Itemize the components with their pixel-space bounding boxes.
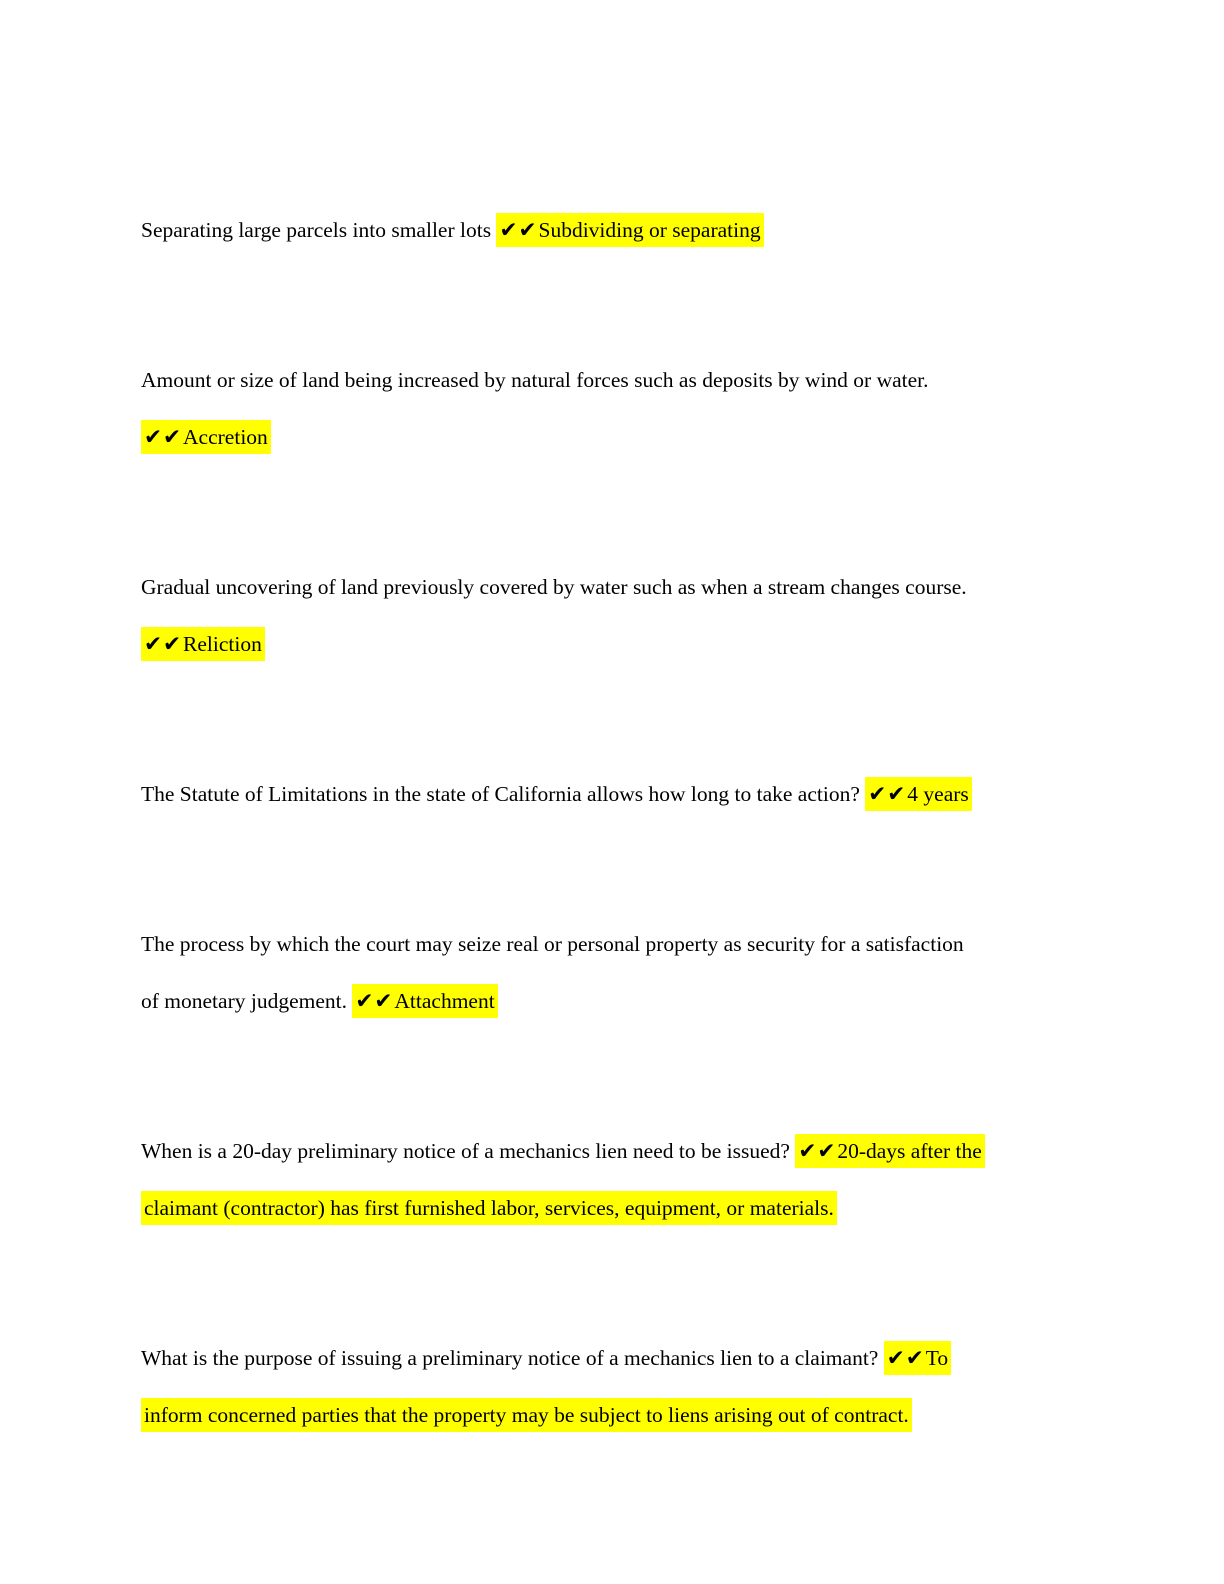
- answer-highlight: [496, 213, 763, 247]
- answer-text: inform concerned parties that the property may be subject to liens arising out of contract.: [144, 1403, 909, 1427]
- text-line: [141, 409, 1091, 466]
- answer-text: Accretion: [183, 425, 268, 449]
- question-text: [141, 1346, 884, 1370]
- qa-block: [141, 1123, 1091, 1237]
- answer-text: claimant (contractor) has first furnished labor, services, equipment, or materials.: [144, 1196, 834, 1220]
- text-line: [141, 1123, 1091, 1180]
- qa-block: [141, 1330, 1091, 1444]
- double-checkmark-icon: ✔✔: [499, 218, 538, 243]
- question-text: [141, 1139, 795, 1163]
- question-text: [141, 368, 929, 392]
- question-text-content: Amount or size of land being increased by natural forces such as deposits by wind or water.: [141, 368, 929, 392]
- qa-block: [141, 916, 1091, 1030]
- text-line: [141, 973, 1091, 1030]
- question-text-content: The Statute of Limitations in the state of California allows how long to take action?: [141, 782, 866, 806]
- question-text-content: Separating large parcels into smaller lots: [141, 218, 497, 242]
- question-text: [141, 989, 352, 1013]
- text-line: [141, 1387, 1091, 1444]
- answer-text: Subdividing or separating: [538, 218, 761, 242]
- document-body: [141, 202, 1091, 1537]
- question-text: [141, 782, 865, 806]
- text-line: [141, 1330, 1091, 1387]
- qa-block: [141, 352, 1091, 466]
- answer-highlight: [884, 1341, 951, 1375]
- question-text: [141, 575, 967, 599]
- answer-highlight: [141, 627, 265, 661]
- text-line: [141, 202, 1091, 259]
- answer-highlight: [141, 1191, 837, 1225]
- text-line: [141, 916, 1091, 973]
- question-text-content: What is the purpose of issuing a preliminary notice of a mechanics lien to a claimant?: [141, 1346, 884, 1370]
- double-checkmark-icon: ✔✔: [144, 425, 183, 450]
- answer-highlight: [352, 984, 497, 1018]
- double-checkmark-icon: ✔✔: [798, 1139, 837, 1164]
- question-text: [141, 932, 964, 956]
- double-checkmark-icon: ✔✔: [886, 1346, 925, 1371]
- answer-text: Attachment: [394, 989, 495, 1013]
- answer-highlight: [141, 420, 271, 454]
- answer-highlight: [795, 1134, 985, 1168]
- answer-highlight: [141, 1398, 912, 1432]
- answer-highlight: [865, 777, 972, 811]
- qa-block: [141, 559, 1091, 673]
- text-line: [141, 766, 1091, 823]
- qa-block: [141, 202, 1091, 259]
- qa-block: [141, 766, 1091, 823]
- answer-text: To: [925, 1346, 949, 1370]
- double-checkmark-icon: ✔✔: [355, 989, 394, 1014]
- text-line: [141, 616, 1091, 673]
- question-text-content: When is a 20-day preliminary notice of a mechanics lien need to be issued?: [141, 1139, 796, 1163]
- question-text-content: The process by which the court may seize real or personal property as security for a satisfaction: [141, 932, 964, 956]
- answer-text: 4 years: [907, 782, 969, 806]
- double-checkmark-icon: ✔✔: [868, 782, 907, 807]
- double-checkmark-icon: ✔✔: [144, 632, 183, 657]
- answer-text: 20-days after the: [837, 1139, 982, 1163]
- text-line: [141, 352, 1091, 409]
- text-line: [141, 559, 1091, 616]
- question-text-content: of monetary judgement.: [141, 989, 353, 1013]
- question-text-content: Gradual uncovering of land previously covered by water such as when a stream changes course.: [141, 575, 967, 599]
- question-text: [141, 218, 496, 242]
- text-line: [141, 1180, 1091, 1237]
- answer-text: Reliction: [183, 632, 262, 656]
